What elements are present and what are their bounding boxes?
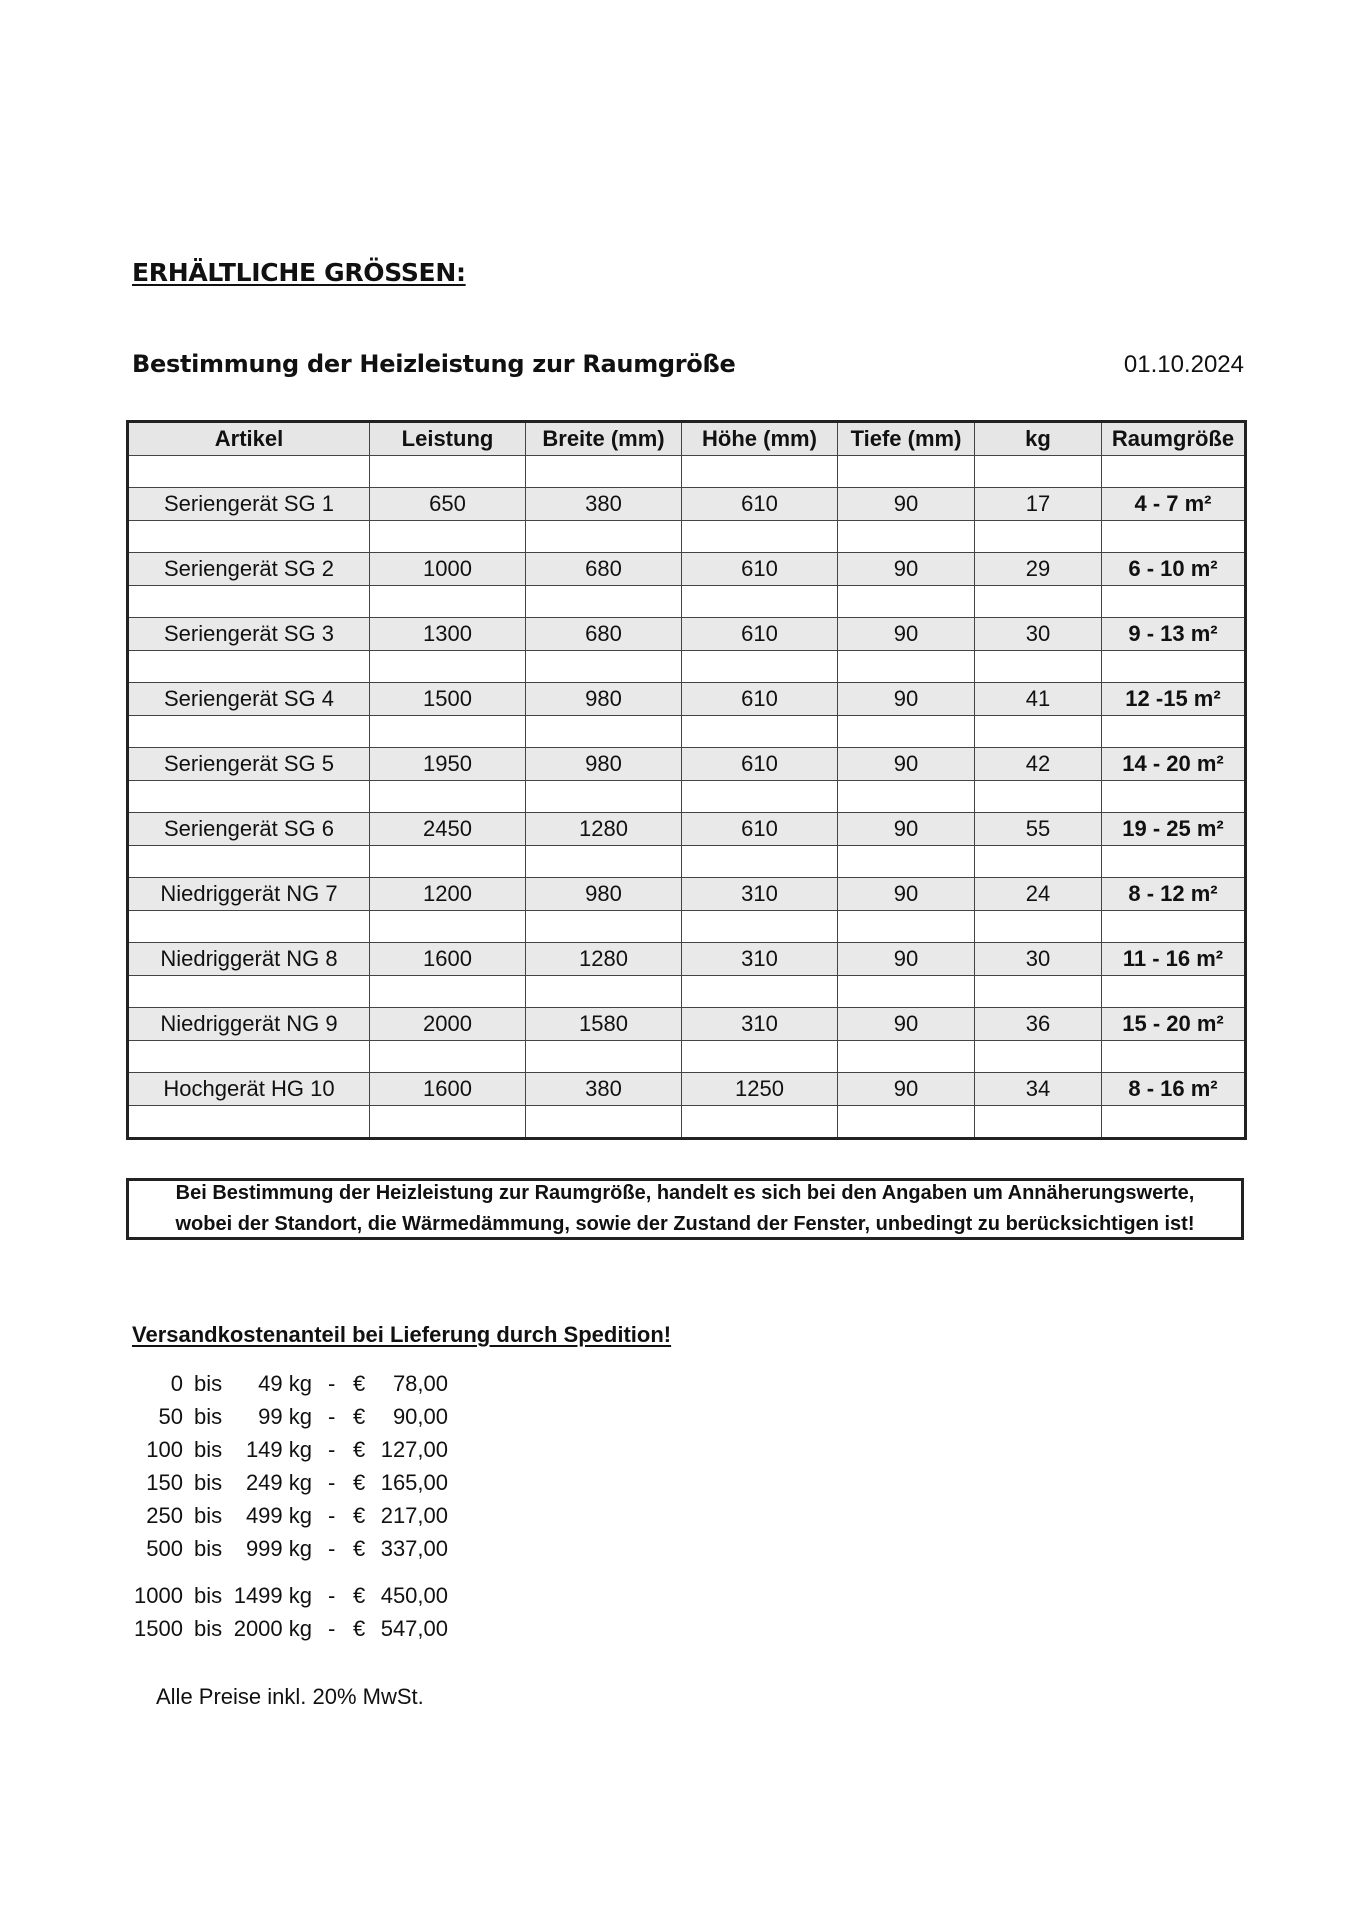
table-cell-empty [682,651,838,683]
table-cell-hoehe: 610 [682,813,838,846]
table-cell-empty [370,716,526,748]
shipping-price: 127,00 [380,1437,448,1462]
shipping-price: 337,00 [380,1536,448,1561]
table-cell-empty [838,586,975,618]
table-cell-breite: 380 [526,488,682,521]
table-cell-breite: 1280 [526,943,682,976]
shipping-row [0,1536,500,1566]
shipping-bis-label: bis [194,1371,223,1396]
column-header-hoehe: Höhe (mm) [682,422,838,456]
shipping-row [0,1583,500,1613]
euro-sign: € [353,1404,366,1429]
table-cell-empty [1102,976,1246,1008]
table-cell-empty [1102,911,1246,943]
shipping-bis-label: bis [194,1583,223,1608]
table-row [128,618,1246,651]
shipping-weight-from: 150 [146,1470,183,1495]
table-cell-empty [370,1041,526,1073]
table-cell-leistung: 1600 [370,943,526,976]
shipping-bis-label: bis [194,1404,223,1429]
table-spacer-row [128,1041,1246,1073]
table-cell-artikel: Niedriggerät NG 8 [128,943,370,976]
table-row [128,1073,1246,1106]
table-cell-leistung: 1500 [370,683,526,716]
table-cell-empty [682,846,838,878]
shipping-weight-to: 1499 kg [233,1583,312,1608]
shipping-bis-label: bis [194,1437,223,1462]
shipping-price: 165,00 [380,1470,448,1495]
table-cell-kg: 42 [975,748,1102,781]
table-cell-empty [128,456,370,488]
table-cell-empty [128,911,370,943]
table-cell-breite: 380 [526,1073,682,1106]
shipping-dash: - [328,1404,336,1429]
approximation-note [126,1178,1244,1240]
table-cell-breite: 980 [526,748,682,781]
table-cell-empty [682,716,838,748]
table-cell-empty [526,1106,682,1139]
table-cell-kg: 36 [975,1008,1102,1041]
table-cell-tiefe: 90 [838,1073,975,1106]
table-row [128,553,1246,586]
table-cell-raumgroesse: 15 - 20 m² [1102,1008,1246,1041]
shipping-dash: - [328,1470,336,1495]
table-cell-empty [682,976,838,1008]
table-cell-leistung: 2450 [370,813,526,846]
table-cell-artikel: Niedriggerät NG 9 [128,1008,370,1041]
table-cell-leistung: 650 [370,488,526,521]
table-cell-empty [975,1041,1102,1073]
table-cell-hoehe: 610 [682,683,838,716]
table-cell-hoehe: 610 [682,618,838,651]
table-cell-empty [526,976,682,1008]
table-cell-kg: 30 [975,618,1102,651]
shipping-dash: - [328,1583,336,1608]
shipping-weight-from: 1000 [134,1583,183,1608]
euro-sign: € [353,1503,366,1528]
table-cell-empty [128,781,370,813]
table-title: Bestimmung der Heizleistung zur Raumgröße [132,350,736,378]
table-cell-empty [1102,586,1246,618]
table-cell-empty [128,716,370,748]
table-cell-tiefe: 90 [838,943,975,976]
table-cell-empty [128,651,370,683]
table-cell-empty [838,1041,975,1073]
shipping-dash: - [328,1536,336,1561]
table-cell-empty [682,521,838,553]
shipping-weight-to: 149 kg [245,1437,312,1462]
table-cell-breite: 980 [526,878,682,911]
shipping-row [0,1470,500,1500]
table-cell-leistung: 2000 [370,1008,526,1041]
table-cell-raumgroesse: 14 - 20 m² [1102,748,1246,781]
shipping-weight-from: 1500 [134,1616,183,1641]
table-spacer-row [128,651,1246,683]
table-cell-hoehe: 610 [682,748,838,781]
column-header-raumgroesse: Raumgröße [1102,422,1246,456]
table-cell-empty [975,456,1102,488]
table-cell-empty [526,586,682,618]
table-cell-empty [682,1041,838,1073]
euro-sign: € [353,1616,366,1641]
table-row [128,943,1246,976]
table-cell-kg: 34 [975,1073,1102,1106]
table-cell-raumgroesse: 11 - 16 m² [1102,943,1246,976]
shipping-price: 547,00 [380,1616,448,1641]
table-cell-hoehe: 310 [682,1008,838,1041]
table-cell-empty [1102,651,1246,683]
table-cell-empty [526,911,682,943]
table-cell-empty [838,911,975,943]
shipping-row [0,1503,500,1533]
table-cell-empty [370,651,526,683]
table-cell-empty [838,781,975,813]
table-cell-leistung: 1200 [370,878,526,911]
table-cell-leistung: 1950 [370,748,526,781]
shipping-weight-from: 50 [158,1404,183,1429]
shipping-weight-to: 99 kg [258,1404,312,1429]
table-cell-hoehe: 310 [682,943,838,976]
column-header-artikel: Artikel [128,422,370,456]
table-cell-empty [682,781,838,813]
table-cell-breite: 680 [526,553,682,586]
euro-sign: € [353,1470,366,1495]
table-cell-empty [526,521,682,553]
shipping-weight-to: 49 kg [258,1371,312,1396]
table-spacer-row [128,781,1246,813]
table-cell-leistung: 1000 [370,553,526,586]
table-cell-tiefe: 90 [838,553,975,586]
table-spacer-row [128,911,1246,943]
shipping-price: 90,00 [392,1404,448,1429]
table-cell-empty [370,521,526,553]
table-cell-empty [128,846,370,878]
table-header-row [128,422,1246,456]
page-heading: ERHÄLTLICHE GRÖSSEN: [132,258,466,287]
table-cell-empty [838,456,975,488]
table-cell-artikel: Seriengerät SG 2 [128,553,370,586]
shipping-bis-label: bis [194,1503,223,1528]
shipping-weight-from: 0 [170,1371,183,1396]
shipping-weight-from: 500 [146,1536,183,1561]
table-cell-raumgroesse: 19 - 25 m² [1102,813,1246,846]
table-cell-kg: 17 [975,488,1102,521]
table-cell-empty [128,1041,370,1073]
table-cell-empty [975,911,1102,943]
table-cell-empty [526,456,682,488]
table-cell-hoehe: 310 [682,878,838,911]
euro-sign: € [353,1437,366,1462]
table-cell-empty [128,976,370,1008]
table-cell-empty [838,521,975,553]
table-cell-breite: 1280 [526,813,682,846]
shipping-price: 450,00 [380,1583,448,1608]
table-cell-empty [838,976,975,1008]
shipping-weight-from: 250 [146,1503,183,1528]
table-row [128,878,1246,911]
euro-sign: € [353,1583,366,1608]
table-cell-empty [526,1041,682,1073]
table-cell-empty [526,781,682,813]
table-cell-empty [682,456,838,488]
table-cell-artikel: Seriengerät SG 6 [128,813,370,846]
table-cell-empty [370,911,526,943]
table-cell-kg: 29 [975,553,1102,586]
table-cell-hoehe: 610 [682,553,838,586]
euro-sign: € [353,1536,366,1561]
shipping-row [0,1404,500,1434]
table-cell-raumgroesse: 4 - 7 m² [1102,488,1246,521]
shipping-row [0,1371,500,1401]
table-cell-empty [370,846,526,878]
shipping-bis-label: bis [194,1616,223,1641]
shipping-weight-to: 499 kg [245,1503,312,1528]
table-spacer-row [128,586,1246,618]
shipping-weight-from: 100 [146,1437,183,1462]
shipping-price: 78,00 [392,1371,448,1396]
table-row [128,488,1246,521]
shipping-weight-to: 2000 kg [233,1616,312,1641]
table-cell-raumgroesse: 6 - 10 m² [1102,553,1246,586]
table-cell-empty [370,1106,526,1139]
column-header-breite: Breite (mm) [526,422,682,456]
table-row [128,748,1246,781]
table-cell-empty [838,846,975,878]
table-cell-empty [1102,781,1246,813]
shipping-bis-label: bis [194,1470,223,1495]
table-cell-hoehe: 1250 [682,1073,838,1106]
table-cell-empty [838,716,975,748]
table-cell-leistung: 1300 [370,618,526,651]
table-cell-empty [128,586,370,618]
shipping-weight-to: 999 kg [245,1536,312,1561]
note-line-2: wobei der Standort, die Wärmedämmung, sowie der Zustand der Fenster, unbedingt zu berücksichtigen ist! [175,1213,1195,1235]
column-header-leistung: Leistung [370,422,526,456]
table-cell-breite: 1580 [526,1008,682,1041]
table-row [128,1008,1246,1041]
table-cell-raumgroesse: 12 -15 m² [1102,683,1246,716]
table-cell-empty [975,586,1102,618]
table-cell-empty [370,781,526,813]
table-cell-artikel: Seriengerät SG 1 [128,488,370,521]
table-cell-kg: 55 [975,813,1102,846]
table-cell-empty [128,1106,370,1139]
column-header-kg: kg [975,422,1102,456]
table-cell-empty [1102,716,1246,748]
table-cell-raumgroesse: 8 - 12 m² [1102,878,1246,911]
table-cell-artikel: Seriengerät SG 3 [128,618,370,651]
table-cell-kg: 30 [975,943,1102,976]
table-cell-tiefe: 90 [838,748,975,781]
table-spacer-row [128,1106,1246,1139]
table-cell-empty [975,1106,1102,1139]
table-cell-raumgroesse: 8 - 16 m² [1102,1073,1246,1106]
table-cell-kg: 24 [975,878,1102,911]
table-cell-tiefe: 90 [838,683,975,716]
table-row [128,683,1246,716]
table-cell-empty [975,976,1102,1008]
table-cell-empty [975,716,1102,748]
table-cell-empty [838,1106,975,1139]
table-spacer-row [128,521,1246,553]
vat-note: Alle Preise inkl. 20% MwSt. [156,1684,424,1709]
table-spacer-row [128,976,1246,1008]
table-cell-breite: 680 [526,618,682,651]
table-cell-empty [975,651,1102,683]
table-cell-empty [1102,456,1246,488]
table-cell-tiefe: 90 [838,813,975,846]
table-cell-tiefe: 90 [838,878,975,911]
table-cell-tiefe: 90 [838,1008,975,1041]
table-cell-empty [1102,1106,1246,1139]
table-cell-empty [526,716,682,748]
table-cell-breite: 980 [526,683,682,716]
table-cell-artikel: Seriengerät SG 4 [128,683,370,716]
table-cell-empty [682,911,838,943]
table-cell-kg: 41 [975,683,1102,716]
table-cell-hoehe: 610 [682,488,838,521]
table-row [128,813,1246,846]
shipping-dash: - [328,1616,336,1641]
table-cell-empty [1102,846,1246,878]
table-cell-artikel: Seriengerät SG 5 [128,748,370,781]
table-cell-tiefe: 90 [838,488,975,521]
shipping-dash: - [328,1437,336,1462]
table-spacer-row [128,846,1246,878]
shipping-price: 217,00 [380,1503,448,1528]
table-cell-empty [682,586,838,618]
shipping-dash: - [328,1371,336,1396]
column-header-tiefe: Tiefe (mm) [838,422,975,456]
table-spacer-row [128,716,1246,748]
table-cell-leistung: 1600 [370,1073,526,1106]
table-cell-empty [682,1106,838,1139]
table-cell-empty [128,521,370,553]
shipping-row [0,1437,500,1467]
table-cell-empty [370,456,526,488]
table-cell-empty [1102,1041,1246,1073]
document-date: 01.10.2024 [1123,351,1244,378]
note-line-1: Bei Bestimmung der Heizleistung zur Raumgröße, handelt es sich bei den Angaben um Annäherungswerte, [175,1182,1195,1204]
table-cell-empty [1102,521,1246,553]
table-cell-empty [526,846,682,878]
table-cell-tiefe: 90 [838,618,975,651]
table-cell-empty [370,586,526,618]
table-cell-empty [370,976,526,1008]
shipping-weight-to: 249 kg [245,1470,312,1495]
table-cell-raumgroesse: 9 - 13 m² [1102,618,1246,651]
table-cell-empty [526,651,682,683]
sizes-table [126,420,1247,1140]
shipping-title: Versandkostenanteil bei Lieferung durch Spedition! [132,1322,672,1347]
table-cell-empty [838,651,975,683]
shipping-row [0,1616,500,1646]
shipping-bis-label: bis [194,1536,223,1561]
table-spacer-row [128,456,1246,488]
table-cell-empty [975,521,1102,553]
euro-sign: € [353,1371,366,1396]
table-cell-artikel: Niedriggerät NG 7 [128,878,370,911]
table-cell-empty [975,781,1102,813]
table-cell-artikel: Hochgerät HG 10 [128,1073,370,1106]
shipping-dash: - [328,1503,336,1528]
table-cell-empty [975,846,1102,878]
